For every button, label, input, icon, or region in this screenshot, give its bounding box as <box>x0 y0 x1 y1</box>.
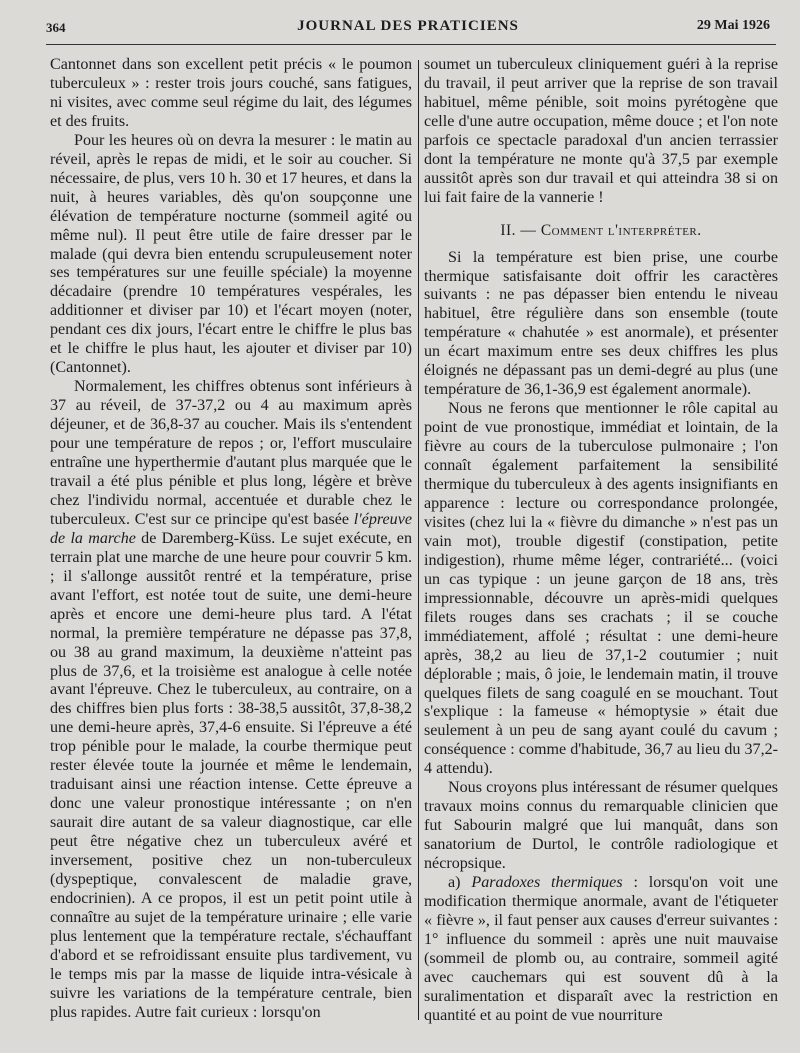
paragraph-text: Normalement, les chiffres obtenus sont inférieurs à 37 au réveil, de 37-37,2 ou 4 au maximum après déjeuner, et de 36,8-37 au coucher. Mais ils s'entendent pour une température de repos ; or, l'effort musculaire entraîne une hyperthermie d'autant plus marquée que le travail a été plus pénible et plus long, légère et brève chez l'individu normal, accentuée et durable chez le tuberculeux. C'est sur ce principe qu'est basée <box>50 378 412 528</box>
section-heading <box>424 222 778 241</box>
page-number: 364 <box>46 20 66 35</box>
issue-date: 29 Mai 1926 <box>696 18 770 33</box>
italic-term: l'épreuve de la marche <box>50 510 413 547</box>
paragraph: Nous ne ferons que mentionner le rôle capital au point de vue pronostique, immédiat et lointain, de la fièvre au cours de la tuberculose pulmonaire ; l'on connaît également parfaitement la sensibilité thermique du tuberculeux à des agents insignifiants en apparence : lecture ou correspondance prolongée, visites (chez lui la « fièvre du dimanche » n'est pas un vain mot), trouble digestif (constipation, petite indigestion), rhume même léger, contrariété... (voici un cas typique : un jeune garçon de 18 ans, très impressionnable, découvre un après-midi quelques filets rouges dans ses crachats ; il se couche immédiatement, affolé ; résultat : une demi-heure après, 38,2 au lieu de 37,1-2 coutumier ; nuit déplorable ; mais, ô joie, le lendemain matin, il trouve quelques filets de sang coagulé en se mouchant. Tout s'explique : la fameuse « hémoptysie » était due seulement à un peu de sang ayant coulé du cavum ; conséquence : comme d'habitude, 36,7 au lieu du 37,2-4 attendu). <box>424 400 778 778</box>
paragraph: Pour les heures où on devra la mesurer : le matin au réveil, après le repas de midi, et le soir au coucher. Si nécessaire, de plus, vers 10 h. 30 et 17 heures, et dans la nuit, à heures variables, dès qu'on soupçonne une élévation de température nocturne (sommeil agité ou même nul). Il peut être utile de faire dresser par le malade (qui devra bien entendu scrupuleusement noter ses températures sur une feuille spéciale) la moyenne décadaire (prendre 10 températures vespérales, les additionner et diviser par 10) et l'écart moyen (noter, pendant ces dix jours, l'écart entre le chiffre le plus bas et le chiffre le plus haut, les ajouter et diviser par 10) (Cantonnet). <box>50 131 412 377</box>
italic-term: Paradoxes thermiques <box>471 874 623 892</box>
paragraph: soumet un tuberculeux cliniquement guéri à la reprise du travail, il peut arriver que la reprise de son travail habituel, même pénible, soit moins pyrétogène que celle d'une autre occupation, même douce ; et l'on note parfois ce spectacle paradoxal d'un ancien terrassier dont la température ne monte qu'à 37,5 par exemple aussitôt après son dur travail et qui atteindra 38 si on lui fait faire de la vannerie ! <box>424 56 778 206</box>
section-number: II. — <box>500 221 537 239</box>
paragraph <box>424 874 778 1026</box>
column-divider <box>418 60 419 1020</box>
section-title: Comment l'interpréter. <box>540 221 702 239</box>
list-marker: a) <box>448 874 461 892</box>
paragraph-text: de Daremberg-Küss. Le sujet exécute, en terrain plat une marche de une heure pour couvrir 5 km. ; il s'allonge aussitôt rentré et la température, prise avant l'effort, est notée tout de suite, une demi-heure après et encore une demi-heure plus tard. A l'état normal, la première température ne dépasse pas 37,8, ou 38 au grand maximum, la deuxième n'atteint pas plus de 37,6, et la troisième est analogue à celle notée avant l'épreuve. Chez le tuberculeux, au contraire, on a des chiffres bien plus forts : 38-38,5 aussitôt, 37,8-38,2 une demi-heure après, 37,4-6 ensuite. Si l'épreuve a été trop pénible pour le malade, la courbe thermique peut rester élevée toute la journée et même le lendemain, traduisant ainsi une réaction intense. Cette épreuve a donc une valeur pronostique intéressante ; on n'en saurait dire autant de sa valeur diagnostique, car elle peut être négative chez un tuberculeux avéré et inversement, positive chez un non-tuberculeux (dyspeptique, convalescent de maladie grave, endocrinien). A ce propos, il est un petit point utile à connaître au sujet de la température urinaire ; elle varie plus lentement que la température rectale, s'échauffant d'abord et se refroidissant ensuite plus tardivement, vu le temps mis par la masse de liquide intra-vésicale à suivre les variations de la température centrale, bien plus rapides. Autre fait curieux : lorsqu'on <box>50 529 412 1021</box>
paragraph: Nous croyons plus intéressant de résumer quelques travaux moins connus du remarquable clinicien que fut Sabourin malgré que lui manquât, dans son sanatorium de Durtol, le contrôle radiologique et nécropsique. <box>424 779 778 873</box>
paragraph <box>50 378 412 1022</box>
journal-title: JOURNAL DES PRATICIENS <box>297 18 519 34</box>
right-column <box>424 56 778 1026</box>
paragraph: Cantonnet dans son excellent petit précis « le poumon tuberculeux » : rester trois jours couché, sans fatigues, ni visites, avec comme seul régime du lait, des légumes et des fruits. <box>50 56 412 130</box>
paragraph-text: : lorsqu'on voit une modification thermique anormale, avant de l'étiqueter « fièvre », il faut penser aux causes d'erreur suivantes : 1° influence du sommeil : après une nuit mauvaise (sommeil de plomb ou, au contraire, sommeil agité avec cauchemars qui est souvent dû à la suralimentation et disparaît avec la restriction en quantité et au point de vue nourriture <box>424 874 778 1024</box>
page-header <box>46 18 770 40</box>
paragraph: Si la température est bien prise, une courbe thermique satisfaisante doit offrir les caractères suivants : ne pas dépasser bien entendu le niveau habituel, être régulière dans son ensemble (toute température « chahutée » est anormale), et présenter un écart maximum entre ses deux chiffres les plus éloignés ne dépassant pas un demi-degré au plus (une température de 36,1-36,9 est également anormale). <box>424 248 778 399</box>
left-column <box>50 56 412 1023</box>
header-rule <box>46 44 776 45</box>
